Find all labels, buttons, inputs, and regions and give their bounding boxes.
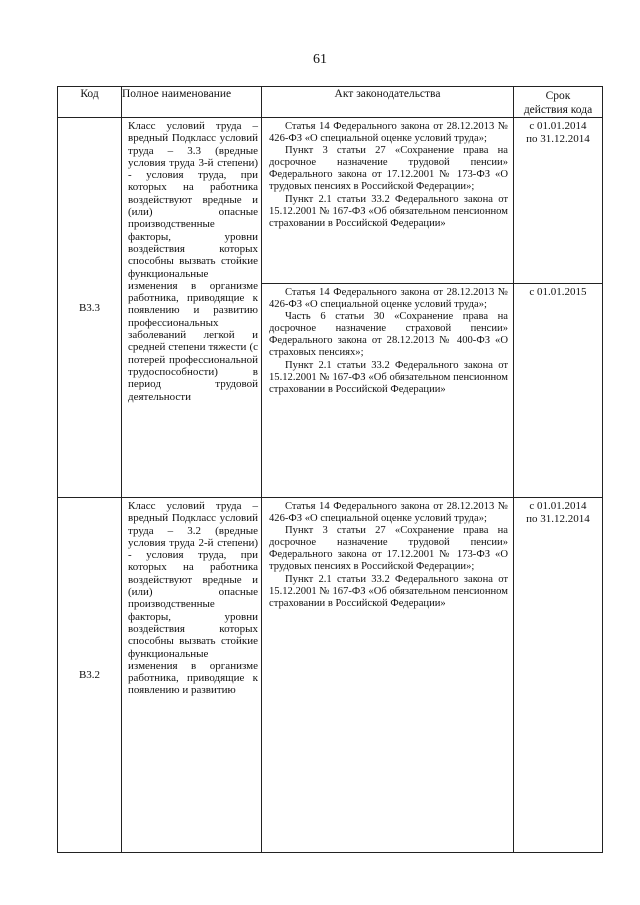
row-code: В3.2 [58,498,122,853]
header-term [514,87,603,118]
act-paragraph: Статья 14 Федерального закона от 28.12.2013 № 426-ФЗ «О специальной оценке условий труда»; [269,287,508,311]
act-paragraph: Статья 14 Федерального закона от 28.12.2013 № 426-ФЗ «О специальной оценке условий труда»; [269,501,508,525]
codes-table [57,86,603,853]
term-start: с 01.01.2015 [529,286,587,298]
header-term-line1: Срок [545,90,571,102]
row-code: В3.3 [58,118,122,498]
page-number: 61 [313,52,327,67]
header-code: Код [58,87,122,118]
row-name: Класс условий труда – вредный Подкласс условий труда – 3.2 (вредные условия труда 2-й степени) - условия труда, при которых на работника воздействуют вредные и (или) опасные производственные факторы, уровни воздействия которых способны вызвать стойкие функциональные изменения в организме работника, приводящие к появлению и развитию [122,498,262,853]
act-paragraph: Пункт 2.1 статьи 33.2 Федерального закона от 15.12.2001 № 167-ФЗ «Об обязательном пенсионном страховании в Российской Федерации» [269,359,508,395]
term-cell [514,498,603,853]
header-term-line2: действия кода [523,104,593,116]
term-start: с 01.01.2014 [529,120,587,132]
term-cell [514,284,603,498]
table-row [58,498,603,853]
row-name: Класс условий труда – вредный Подкласс условий труда – 3.3 (вредные условия труда 3-й степени) - условия труда, при которых на работника воздействуют вредные и (или) опасные производственные факторы, уровни воздействия которых способны вызвать стойкие функциональные изменения в организме работника, приводящие к появлению и развитию профессиональных заболеваний легкой и средней степени тяжести (с потерей профессиональной трудоспособности) в период трудовой деятельности [122,118,262,498]
term-end: по 31.12.2014 [526,512,590,525]
table-row [58,118,603,284]
act-paragraph: Пункт 2.1 статьи 33.2 Федерального закона от 15.12.2001 № 167-ФЗ «Об обязательном пенсионном страховании в Российской Федерации» [269,573,508,609]
act-paragraph: Пункт 2.1 статьи 33.2 Федерального закона от 15.12.2001 № 167-ФЗ «Об обязательном пенсионном страховании в Российской Федерации» [269,193,508,229]
header-name: Полное наименование [122,87,262,118]
act-cell [262,498,514,853]
act-paragraph: Статья 14 Федерального закона от 28.12.2013 № 426-ФЗ «О специальной оценке условий труда»; [269,121,508,145]
term-start: с 01.01.2014 [529,500,587,512]
act-paragraph: Часть 6 статьи 30 «Сохранение права на досрочное назначение страховой пенсии» Федерального закона от 28.12.2013 № 400-ФЗ «О страховых пенсиях»; [269,311,508,359]
act-cell [262,284,514,498]
act-paragraph: Пункт 3 статьи 27 «Сохранение права на досрочное назначение трудовой пенсии» Федерального закона от 17.12.2001 № 173-ФЗ «О трудовых пенсиях в Российской Федерации»; [269,145,508,193]
term-cell [514,118,603,284]
header-act: Акт законодательства [262,87,514,118]
term-end: по 31.12.2014 [526,132,590,145]
act-cell [262,118,514,284]
table-header-row [58,87,603,118]
act-paragraph: Пункт 3 статьи 27 «Сохранение права на досрочное назначение трудовой пенсии» Федерального закона от 17.12.2001 № 173-ФЗ «О трудовых пенсиях в Российской Федерации»; [269,525,508,573]
